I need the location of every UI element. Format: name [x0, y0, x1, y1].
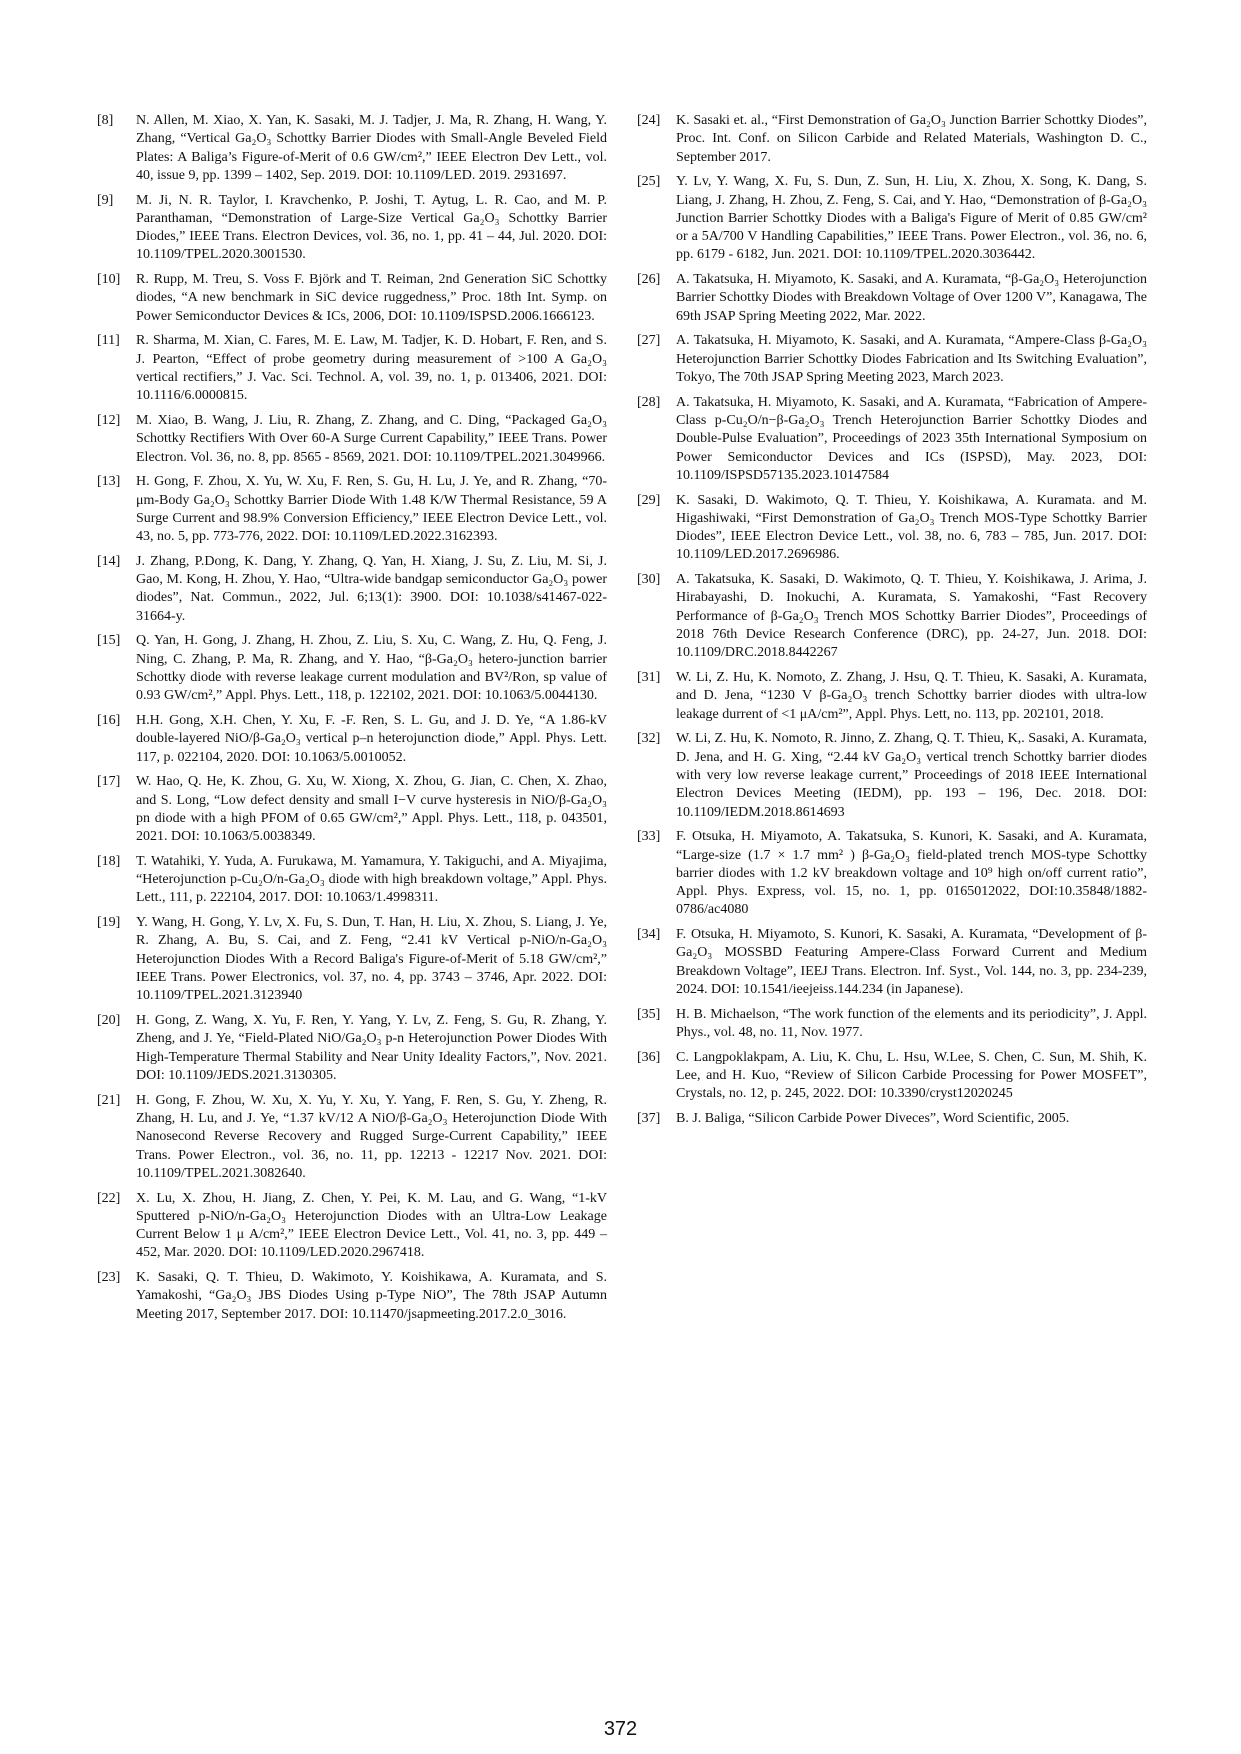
reference-number: [23] [97, 1270, 121, 1286]
reference-text: H. Gong, F. Zhou, X. Yu, W. Xu, F. Ren, S. Gu, H. Lu, J. Ye, and R. Zhang, “70-μm-Body Ga₂O₃ Schottky Barrier Diode With 1.48 K/W Thermal Resistance, 59 A Surge Current and 98.9% Conversion Efficiency,” IEEE Electron Device Lett., vol. 43, no. 5, pp. 773-776, 2022. DOI: 10.1109/LED.2022.3162393. [136, 474, 607, 545]
reference-number: [9] [97, 192, 114, 208]
reference-entry [637, 492, 1147, 565]
reference-text: H.H. Gong, X.H. Chen, Y. Xu, F. -F. Ren, S. L. Gu, and J. D. Ye, “A 1.86-kV double-layered NiO/β-Ga₂O₃ vertical p–n heterojunction diode,” Appl. Phys. Lett. 117, p. 022104, 2020. DOI: 10.1063/5.0010052. [136, 713, 607, 765]
reference-entry [97, 1012, 607, 1085]
reference-number: [24] [637, 113, 661, 128]
reference-entry [637, 926, 1147, 999]
reference-number: [31] [637, 670, 661, 686]
reference-text: A. Takatsuka, H. Miyamoto, K. Sasaki, and A. Kuramata, “Ampere-Class β-Ga₂O₃ Heterojunction Barrier Schottky Diodes Fabrication and Its Switching Evaluation”, Tokyo, The 70th JSAP Spring Meeting 2023, March 2023. [676, 333, 1147, 386]
reference-text: T. Watahiki, Y. Yuda, A. Furukawa, M. Yamamura, Y. Takiguchi, and A. Miyajima, “Heterojunction p-Cu₂O/n-Ga₂O₃ diode with high breakdown voltage,” Appl. Phys. Lett., 111, p. 222104, 2017. DOI: 10.1063/1.4998311. [136, 853, 607, 906]
reference-number: [28] [637, 394, 661, 410]
reference-text: H. Gong, F. Zhou, W. Xu, X. Yu, Y. Xu, Y. Yang, F. Ren, S. Gu, Y. Zheng, R. Zhang, H. Lu, and J. Ye, “1.37 kV/12 A NiO/β-Ga₂O₃ Heterojunction Diode With Nanosecond Reverse Recovery and Rugged Surge-Current Capability,” IEEE Trans. Power Electron., vol. 36, no. 11, pp. 12213 - 12217 Nov. 2021. DOI: 10.1109/TPEL.2021.3082640. [136, 1092, 607, 1181]
reference-entry [97, 1269, 607, 1324]
reference-text: J. Zhang, P.Dong, K. Dang, Y. Zhang, Q. Yan, H. Xiang, J. Su, Z. Liu, M. Si, J. Gao, M. Kong, H. Zhou, Y. Hao, “Ultra-wide bandgap semiconductor Ga₂O₃ power diodes”, Nat. Commun., 2022, Jul. 6;13(1): 3900. DOI: 10.1038/s41467-022-31664-y. [136, 553, 607, 624]
references-right-column [637, 112, 1147, 1135]
reference-number: [36] [637, 1049, 661, 1065]
reference-number: [37] [637, 1110, 661, 1126]
reference-text: W. Hao, Q. He, K. Zhou, G. Xu, W. Xiong, X. Zhou, G. Jian, C. Chen, X. Zhao, and S. Long, “Low defect density and small I−V curve hysteresis in NiO/β-Ga₂O₃ pn diode with a high PFOM of 0.65 GW/cm²,” Appl. Phys. Lett., 118, p. 043501, 2021. DOI: 10.1063/5.0038349. [136, 774, 607, 845]
reference-text: M. Ji, N. R. Taylor, I. Kravchenko, P. Joshi, T. Aytug, L. R. Cao, and M. P. Paranthaman, “Demonstration of Large-Size Vertical Ga₂O₃ Schottky Barrier Diodes,” IEEE Trans. Electron Devices, vol. 36, no. 1, pp. 41 – 44, Jul. 2020. DOI: 10.1109/TPEL.2020.3001530. [136, 192, 607, 263]
reference-number: [14] [97, 553, 121, 569]
reference-number: [12] [97, 413, 121, 429]
reference-text: A. Takatsuka, H. Miyamoto, K. Sasaki, and A. Kuramata, “Fabrication of Ampere-Class p-Cu₂O/n−β-Ga₂O₃ Trench Heterojunction Barrier Schottky Diodes and Double-Pulse Evaluation”, Proceedings of 2023 35th International Symposium on Power Semiconductor Devices and ICs (ISPSD), May. 2023, DOI: 10.1109/ISPSD57135.2023.10147584 [676, 394, 1147, 483]
reference-entry [637, 730, 1147, 821]
reference-number: [15] [97, 633, 121, 649]
reference-text: F. Otsuka, H. Miyamoto, S. Kunori, K. Sasaki, A. Kuramata, “Development of β-Ga₂O₃ MOSSBD Featuring Ampere-Class Forward Current and Medium Breakdown Voltage”, IEEJ Trans. Electron. Inf. Syst., Vol. 144, no. 3, pp. 234-239, 2024. DOI: 10.1541/ieejeiss.144.234 (in Japanese). [676, 927, 1147, 997]
reference-entry [637, 271, 1147, 326]
reference-number: [22] [97, 1190, 121, 1206]
reference-number: [19] [97, 915, 121, 931]
reference-number: [16] [97, 713, 121, 729]
reference-number: [26] [637, 272, 661, 288]
reference-entry [637, 828, 1147, 919]
reference-text: A. Takatsuka, H. Miyamoto, K. Sasaki, and A. Kuramata, “β-Ga₂O₃ Heterojunction Barrier Schottky Diodes with Breakdown Voltage of Over 1200 V”, Kanagawa, The 69th JSAP Spring Meeting 2022, Mar. 2022. [676, 272, 1147, 324]
reference-text: M. Xiao, B. Wang, J. Liu, R. Zhang, Z. Zhang, and C. Ding, “Packaged Ga₂O₃ Schottky Rectifiers With Over 60-A Surge Current Capability,” IEEE Trans. Power Electron. Vol. 36, no. 8, pp. 8565 - 8569, 2021. DOI: 10.1109/TPEL.2021.3049966. [136, 413, 607, 465]
reference-entry [97, 332, 607, 405]
reference-text: X. Lu, X. Zhou, H. Jiang, Z. Chen, Y. Pei, K. M. Lau, and G. Wang, “1-kV Sputtered p-NiO/n-Ga₂O₃ Heterojunction Diodes with an Ultra-Low Leakage Current Below 1 μ A/cm²,” IEEE Electron Device Lett., Vol. 41, no. 3, pp. 449 – 452, Mar. 2020. DOI: 10.1109/LED.2020.2967418. [136, 1190, 607, 1261]
references-left-column [97, 112, 607, 1330]
page-number: 372 [603, 1718, 638, 1740]
reference-entry [97, 632, 607, 705]
reference-number: [34] [637, 927, 661, 943]
reference-entry [97, 1092, 607, 1183]
reference-number: [8] [97, 113, 114, 128]
reference-entry [97, 773, 607, 846]
reference-number: [29] [637, 492, 661, 508]
reference-text: K. Sasaki, D. Wakimoto, Q. T. Thieu, Y. Koishikawa, A. Kuramata. and M. Higashiwaki, “First Demonstration of Ga₂O₃ Trench MOS-Type Schottky Barrier Diodes”, IEEE Electron Device Lett., vol. 38, no. 6, 783 – 785, Jun. 2017. DOI: 10.1109/LED.2017.2696986. [676, 492, 1147, 563]
reference-number: [21] [97, 1092, 121, 1108]
reference-number: [20] [97, 1013, 121, 1029]
reference-entry [97, 1190, 607, 1263]
reference-number: [11] [97, 333, 120, 349]
reference-entry [97, 412, 607, 467]
reference-text: K. Sasaki et. al., “First Demonstration of Ga₂O₃ Junction Barrier Schottky Diodes”, Proc. Int. Conf. on Silicon Carbide and Related Materials, Washington D. C., September 2017. [676, 113, 1147, 165]
reference-number: [10] [97, 272, 121, 288]
reference-text: H. B. Michaelson, “The work function of the elements and its periodicity”, J. Appl. Phys., vol. 48, no. 11, Nov. 1977. [676, 1006, 1147, 1040]
reference-entry [97, 914, 607, 1005]
reference-entry [97, 473, 607, 546]
reference-entry [97, 271, 607, 326]
reference-number: [32] [637, 731, 661, 747]
reference-text: Y. Lv, Y. Wang, X. Fu, S. Dun, Z. Sun, H. Liu, X. Zhou, X. Song, K. Dang, S. Liang, J. Zhang, H. Zhou, Z. Feng, S. Cai, and Y. Hao, “Demonstration of β-Ga₂O₃ Junction Barrier Schottky Diodes with a Baliga's Figure of Merit of 0.85 GW/cm² or a 5A/700 V Handling Capabilities,” IEEE Trans. Power Electron., vol. 36, no. 6, pp. 6179 - 6182, Jun. 2021. DOI: 10.1109/TPEL.2020.3036442. [676, 174, 1147, 263]
reference-entry [637, 1049, 1147, 1104]
reference-entry [97, 553, 607, 626]
reference-entry [637, 1006, 1147, 1043]
reference-entry [637, 112, 1147, 167]
reference-number: [35] [637, 1006, 661, 1022]
reference-entry [97, 112, 607, 185]
reference-entry [637, 669, 1147, 724]
reference-text: Q. Yan, H. Gong, J. Zhang, H. Zhou, Z. Liu, S. Xu, C. Wang, Z. Hu, Q. Feng, J. Ning, C. Zhang, P. Ma, R. Zhang, and Y. Hao, “β-Ga₂O₃ hetero-junction barrier Schottky diode with reverse leakage current modulation and BV²/Ron, sp value of 0.93 GW/cm²,” Appl. Phys. Lett., 118, p. 122102, 2021. DOI: 10.1063/5.0044130. [136, 633, 607, 704]
reference-text: W. Li, Z. Hu, K. Nomoto, Z. Zhang, J. Hsu, Q. T. Thieu, K. Sasaki, A. Kuramata, and D. Jena, “1230 V β-Ga₂O₃ trench Schottky barrier diodes with ultra-low leakage durrent of <1 μA/cm²”, Appl. Phys. Lett, no. 113, pp. 202101, 2018. [676, 670, 1147, 722]
reference-number: [30] [637, 572, 661, 588]
reference-entry [97, 712, 607, 767]
reference-entry [637, 332, 1147, 387]
reference-text: F. Otsuka, H. Miyamoto, A. Takatsuka, S. Kunori, K. Sasaki, and A. Kuramata, “Large-size (1.7 × 1.7 mm² ) β-Ga₂O₃ field-plated trench MOS-type Schottky barrier diodes with 1.2 kV breakdown voltage and 10⁹ high on/off current ratio”, Appl. Phys. Express, vol. 15, no. 1, pp. 0165012022, DOI:10.35848/1882-0786/ac4080 [676, 829, 1147, 918]
reference-text: A. Takatsuka, K. Sasaki, D. Wakimoto, Q. T. Thieu, Y. Koishikawa, J. Arima, J. Hirabayashi, D. Inokuchi, A. Kuramata, S. Yamakoshi, “Fast Recovery Performance of β-Ga₂O₃ Trench MOS Schottky Barrier Diodes”, Proceedings of 2018 76th Device Research Conference (DRC), pp. 24-27, Jun. 2018. DOI: 10.1109/DRC.2018.8442267 [676, 572, 1147, 661]
reference-entry [97, 853, 607, 908]
reference-text: W. Li, Z. Hu, K. Nomoto, R. Jinno, Z. Zhang, Q. T. Thieu, K,. Sasaki, A. Kuramata, D. Jena, and H. G. Xing, “2.44 kV Ga₂O₃ vertical trench Schottky barrier diodes with very low reverse leakage current,” Proceedings of 2018 IEEE International Electron Devices Meeting (IEDM), pp. 193 – 196, Dec. 2018. DOI: 10.1109/IEDM.2018.8614693 [676, 731, 1147, 820]
reference-text: H. Gong, Z. Wang, X. Yu, F. Ren, Y. Yang, Y. Lv, Z. Feng, S. Gu, R. Zhang, Y. Zheng, and J. Ye, “Field-Plated NiO/Ga₂O₃ p-n Heterojunction Power Diodes With High-Temperature Thermal Stability and Near Unity Ideality Factors,”, Nov. 2021. DOI: 10.1109/JEDS.2021.3130305. [136, 1013, 607, 1083]
reference-text: Y. Wang, H. Gong, Y. Lv, X. Fu, S. Dun, T. Han, H. Liu, X. Zhou, S. Liang, J. Ye, R. Zhang, A. Bu, S. Cai, and Z. Feng, “2.41 kV Vertical p-NiO/n-Ga₂O₃ Heterojunction Diodes With a Record Baliga's Figure-of-Merit of 5.18 GW/cm²,” IEEE Trans. Power Electronics, vol. 37, no. 4, pp. 3743 – 3746, Apr. 2022. DOI: 10.1109/TPEL.2021.3123940 [136, 915, 607, 1004]
reference-entry [637, 173, 1147, 264]
reference-number: [17] [97, 774, 121, 790]
reference-entry [637, 394, 1147, 485]
reference-number: [33] [637, 829, 661, 845]
reference-text: K. Sasaki, Q. T. Thieu, D. Wakimoto, Y. Koishikawa, A. Kuramata, and S. Yamakoshi, “Ga₂O₃ JBS Diodes Using p-Type NiO”, The 78th JSAP Autumn Meeting 2017, September 2017. DOI: 10.11470/jsapmeeting.2017.2.0_3016. [136, 1270, 607, 1322]
reference-number: [18] [97, 853, 121, 869]
reference-number: [13] [97, 474, 121, 490]
reference-entry [637, 571, 1147, 662]
reference-text: R. Rupp, M. Treu, S. Voss F. Björk and T. Reiman, 2nd Generation SiC Schottky diodes, “A new benchmark in SiC device ruggedness,” Proc. 18th Int. Symp. on Power Semiconductor Devices & ICs, 2006, DOI: 10.1109/ISPSD.2006.1666123. [136, 272, 607, 324]
reference-text: N. Allen, M. Xiao, X. Yan, K. Sasaki, M. J. Tadjer, J. Ma, R. Zhang, H. Wang, Y. Zhang, “Vertical Ga₂O₃ Schottky Barrier Diodes with Small-Angle Beveled Field Plates: A Baliga’s Figure-of-Merit of 0.6 GW/cm²,” IEEE Electron Dev Lett., vol. 40, issue 9, pp. 1399 – 1402, Sep. 2019. DOI: 10.1109/LED. 2019. 2931697. [136, 113, 607, 183]
reference-number: [25] [637, 174, 661, 190]
reference-text: B. J. Baliga, “Silicon Carbide Power Diveces”, Word Scientific, 2005. [676, 1110, 1070, 1126]
reference-entry [97, 192, 607, 265]
reference-text: C. Langpoklakpam, A. Liu, K. Chu, L. Hsu, W.Lee, S. Chen, C. Sun, M. Shih, K. Lee, and H. Kuo, “Review of Silicon Carbide Processing for Power MOSFET”, Crystals, no. 12, p. 245, 2022. DOI: 10.3390/cryst12020245 [676, 1049, 1147, 1102]
reference-number: [27] [637, 333, 661, 349]
reference-text: R. Sharma, M. Xian, C. Fares, M. E. Law, M. Tadjer, K. D. Hobart, F. Ren, and S. J. Pearton, “Effect of probe geometry during measurement of >100 A Ga₂O₃ vertical rectifiers,” J. Vac. Sci. Technol. A, vol. 39, no. 1, p. 013406, 2021. DOI: 10.1116/6.0000815. [136, 333, 607, 404]
reference-entry [637, 1110, 1147, 1128]
